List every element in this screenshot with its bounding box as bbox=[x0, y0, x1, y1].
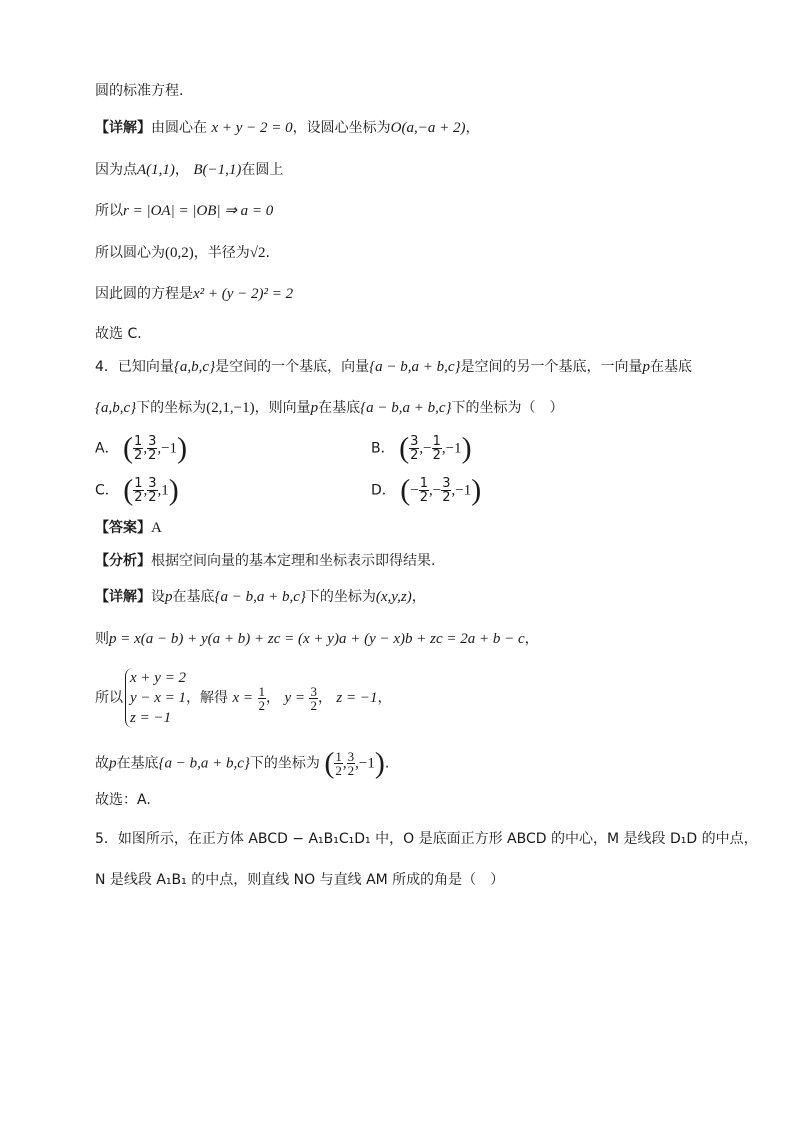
equation-line: 则p = x(a − b) + y(a + b) + zc = (x + y)a + (y − x)b + zc = 2a + b − c， bbox=[95, 631, 539, 647]
text-line: 故选：A. bbox=[95, 792, 151, 808]
text-line: 故选 C． bbox=[95, 326, 152, 342]
text-line: 因为点A(1,1)， B(−1,1)在圆上 bbox=[95, 162, 284, 178]
text-line: 圆的标准方程. bbox=[95, 83, 184, 99]
result-line: 故p在基底{a − b,a + b,c}下的坐标为 ( $\frac{1}{2}$ , $\frac{3}{2}$ ,−1). bbox=[95, 746, 390, 780]
text-line: 所以圆心为(0,2)，半径为√2. bbox=[95, 245, 270, 261]
question-4-line1: 4．已知向量{a,b,c}是空间的一个基底，向量{a − b,a + b,c}是空间的另一个基底，一向量p在基底 bbox=[95, 359, 692, 375]
equation-system: x + y = 2 y − x = 1 z = −1 bbox=[125, 668, 186, 728]
detail-line: 【详解】由圆心在 x + y − 2 = 0，设圆心坐标为O(a,−a + 2)， bbox=[95, 120, 480, 136]
option-a[interactable]: A． ( $\frac{1}{2}$ , $\frac{3}{2}$ ,−1) bbox=[95, 431, 188, 465]
answer-line: 【答案】A bbox=[95, 520, 162, 536]
question-5-line1: 5．如图所示，在正方体 ABCD − A₁B₁C₁D₁ 中，O 是底面正方形 ABCD 的中心，M 是线段 D₁D 的中点， bbox=[95, 831, 758, 847]
text-line: 因此圆的方程是x² + (y − 2)² = 2 bbox=[95, 286, 294, 302]
option-b[interactable]: B． ( $\frac{3}{2}$ ,− $\frac{1}{2}$ ,−1) bbox=[371, 431, 472, 465]
question-4-line2: {a,b,c}下的坐标为(2,1,−1)，则向量p在基底{a − b,a + b,c}下的坐标为（ ） bbox=[95, 400, 564, 416]
option-d[interactable]: D． (− $\frac{1}{2}$ ,− $\frac{3}{2}$ ,−1) bbox=[371, 473, 482, 507]
detail-tag: 【详解】 bbox=[95, 120, 151, 136]
option-c[interactable]: C． ( $\frac{1}{2}$ , $\frac{3}{2}$ ,1) bbox=[95, 473, 179, 507]
question-5-line2: N 是线段 A₁B₁ 的中点，则直线 NO 与直线 AM 所成的角是（ ） bbox=[95, 872, 505, 888]
analysis-line: 【分析】根据空间向量的基本定理和坐标表示即得结果. bbox=[95, 553, 436, 569]
system-line: 所以 x + y = 2 y − x = 1 z = −1 ，解得 x = $\frac{1}{2}$ ， y = $\frac{3}{2}$ ， z = −1， bbox=[95, 670, 392, 726]
detail-line-q4: 【详解】设p在基底{a − b,a + b,c}下的坐标为(x,y,z)， bbox=[95, 589, 426, 605]
text-line: 所以r = |OA| = |OB| ⇒ a = 0 bbox=[95, 203, 274, 219]
